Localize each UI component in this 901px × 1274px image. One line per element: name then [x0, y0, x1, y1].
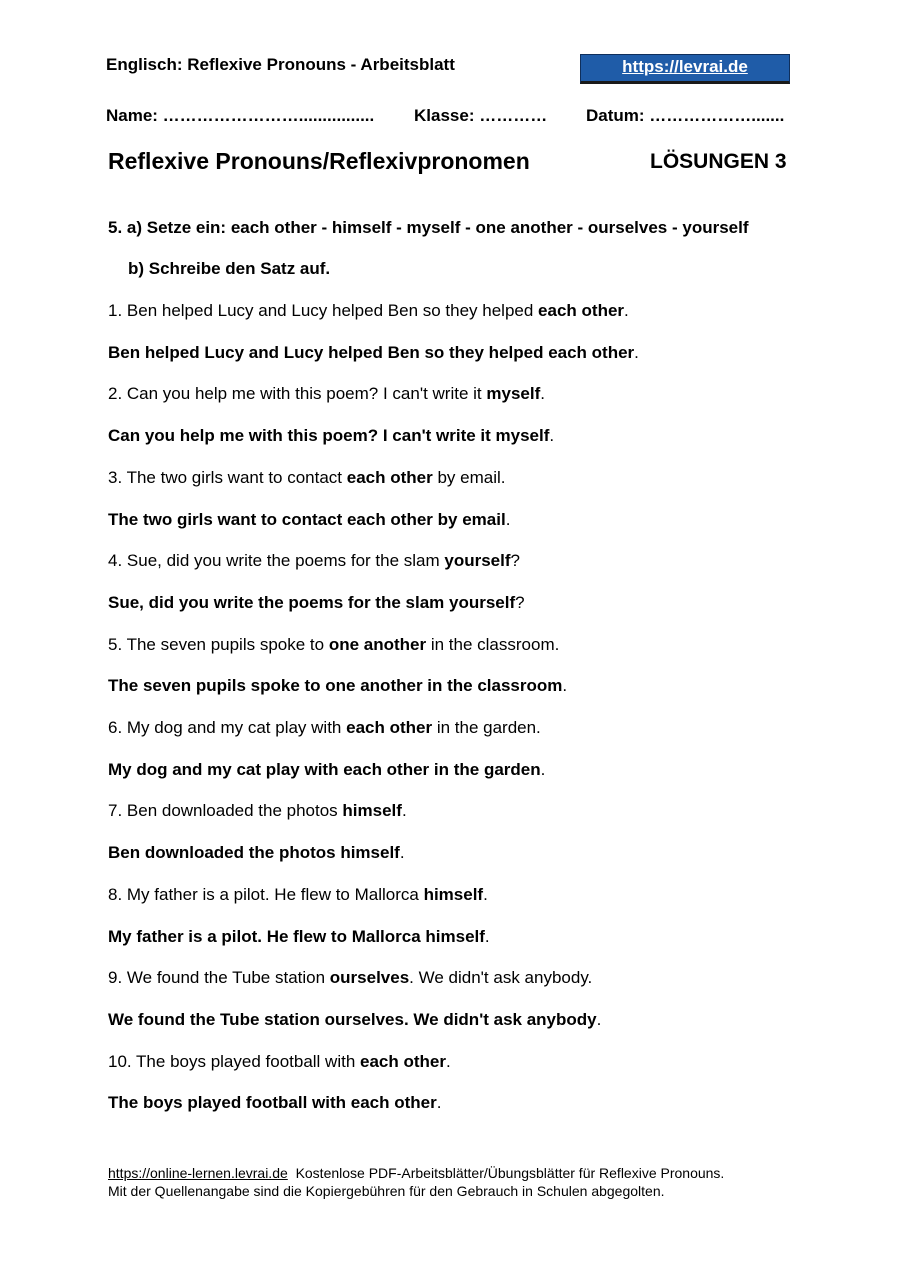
sentence-end: .: [624, 301, 629, 320]
footer-link[interactable]: https://online-lernen.levrai.de: [108, 1165, 288, 1181]
exercise-sentence: [108, 1052, 451, 1072]
worksheet-header-title: Englisch: Reflexive Pronouns - Arbeitsblatt: [106, 55, 455, 74]
answer-punctuation: .: [562, 676, 568, 695]
answer-text: The boys played football with each other: [108, 1093, 437, 1112]
answer-punctuation: .: [436, 1093, 442, 1112]
answer-text: Ben helped Lucy and Lucy helped Ben so they helped each other: [108, 343, 635, 362]
filled-word: one another: [328, 635, 427, 654]
answer-sentence: [108, 426, 554, 446]
filled-word: each other: [346, 468, 433, 487]
answer-text: My dog and my cat play with each other in the garden: [108, 760, 541, 779]
answer-text: The seven pupils spoke to one another in the classroom: [108, 676, 563, 695]
exercise-sentence: [108, 468, 505, 488]
sentence-text: 8. My father is a pilot. He flew to Mallorca: [108, 885, 424, 904]
answer-punctuation: ?: [515, 593, 525, 612]
sentence-text: 7. Ben downloaded the photos: [108, 801, 343, 820]
sentence-text: 5. The seven pupils spoke to: [108, 635, 329, 654]
filled-word: each other: [360, 1052, 446, 1071]
exercise-sentence: [108, 635, 559, 655]
footer-text-2: Mit der Quellenangabe sind die Kopiergebühren für den Gebrauch in Schulen abgegolten.: [108, 1183, 665, 1199]
answer-punctuation: .: [540, 760, 546, 779]
exercise-sentence: [108, 801, 407, 821]
name-field: Name: ……………………................: [106, 106, 375, 125]
answer-punctuation: .: [399, 843, 405, 862]
footer-text-1: Kostenlose PDF-Arbeitsblätter/Übungsblätter für Reflexive Pronouns.: [295, 1165, 725, 1181]
answer-punctuation: .: [634, 343, 639, 362]
sentence-end: . We didn't ask anybody.: [409, 968, 593, 987]
sentence-end: in the garden.: [432, 718, 541, 737]
page-title: Reflexive Pronouns/Reflexivpronomen: [108, 148, 530, 174]
task-instruction-a: 5. a) Setze ein: each other - himself - myself - one another - ourselves - yourself: [108, 218, 749, 237]
filled-word: ourselves: [329, 968, 410, 987]
answer-sentence: [108, 927, 490, 947]
sentence-text: 1. Ben helped Lucy and Lucy helped Ben so they helped: [108, 301, 539, 320]
sentence-text: 2. Can you help me with this poem? I can't write it: [108, 384, 487, 403]
footer: [108, 1164, 724, 1200]
answer-punctuation: .: [596, 1010, 602, 1029]
sentence-end: ?: [510, 551, 520, 570]
exercise-sentence: [108, 968, 592, 988]
answer-sentence: [108, 843, 405, 863]
solutions-label: LÖSUNGEN 3: [650, 150, 787, 173]
answer-sentence: [108, 343, 639, 363]
sentence-text: 10. The boys played football with: [108, 1052, 361, 1071]
sentence-end: .: [446, 1052, 451, 1071]
sentence-text: 9. We found the Tube station: [108, 968, 330, 987]
date-field: Datum: ……………….......: [586, 106, 785, 125]
exercise-sentence: [108, 885, 488, 905]
answer-punctuation: .: [549, 426, 555, 445]
answer-text: Ben downloaded the photos himself: [108, 843, 400, 862]
filled-word: each other: [346, 718, 433, 737]
answer-sentence: [108, 510, 510, 530]
sentence-end: by email.: [432, 468, 506, 487]
filled-word: myself: [486, 384, 541, 403]
exercise-sentence: [108, 384, 545, 404]
answer-text: Sue, did you write the poems for the slam yourself: [108, 593, 516, 612]
task-instruction-b: b) Schreibe den Satz auf.: [128, 259, 331, 278]
answer-text: We found the Tube station ourselves. We didn't ask anybody: [108, 1010, 597, 1029]
class-field: Klasse: …………: [414, 106, 548, 125]
sentence-text: 6. My dog and my cat play with: [108, 718, 347, 737]
answer-sentence: [108, 760, 545, 780]
footer-line-1: [108, 1164, 724, 1182]
answer-sentence: [108, 1010, 601, 1030]
answer-text: The two girls want to contact each other by email: [108, 510, 506, 529]
sentence-end: .: [540, 384, 545, 403]
exercise-sentence: [108, 551, 520, 571]
answer-sentence: [108, 1093, 441, 1113]
answer-punctuation: .: [484, 927, 490, 946]
filled-word: yourself: [444, 551, 511, 570]
answer-text: Can you help me with this poem? I can't write it myself: [108, 426, 550, 445]
exercise-sentence: [108, 718, 541, 738]
filled-word: himself: [423, 885, 484, 904]
filled-word: each other: [538, 301, 625, 320]
sentence-end: .: [483, 885, 488, 904]
filled-word: himself: [342, 801, 402, 820]
sentence-text: 4. Sue, did you write the poems for the slam: [108, 551, 445, 570]
sentence-text: 3. The two girls want to contact: [108, 468, 347, 487]
answer-punctuation: .: [505, 510, 511, 529]
answer-sentence: [108, 676, 567, 696]
sentence-end: .: [401, 801, 407, 820]
answer-text: My father is a pilot. He flew to Mallorca himself: [108, 927, 485, 946]
answer-sentence: [108, 593, 525, 613]
sentence-end: in the classroom.: [426, 635, 560, 654]
exercise-sentence: [108, 301, 629, 321]
levrai-link-button[interactable]: https://levrai.de: [580, 54, 790, 84]
